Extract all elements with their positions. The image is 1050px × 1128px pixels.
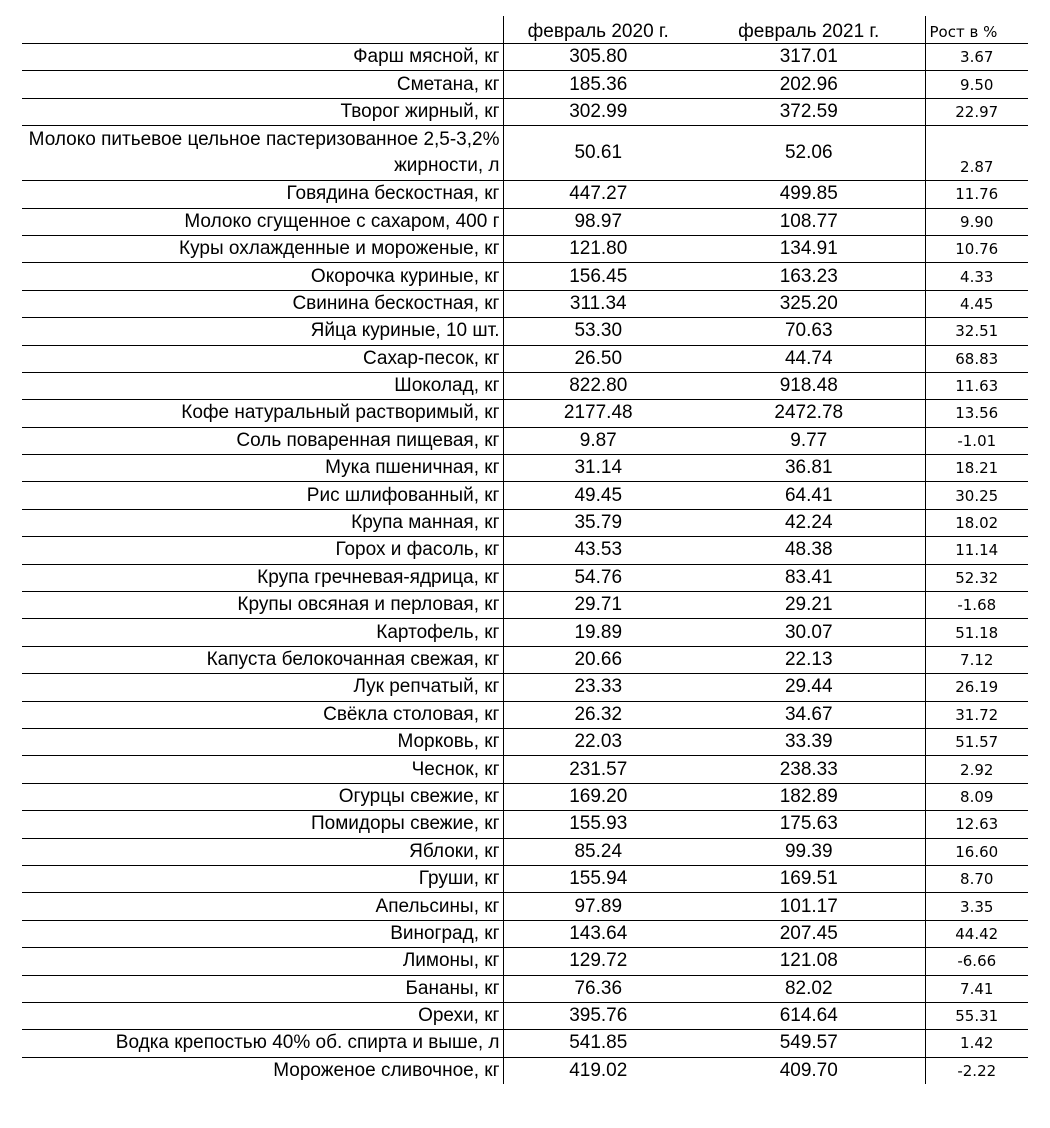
product-name-cell: Крупа манная, кг [22, 509, 503, 536]
price-feb-2021-cell: 372.59 [693, 98, 925, 125]
price-feb-2021-cell: 2472.78 [693, 400, 925, 427]
table-row [22, 975, 1028, 1002]
product-name-cell: Фарш мясной, кг [22, 44, 503, 71]
price-table [22, 16, 1028, 1084]
price-feb-2021-cell: 175.63 [693, 811, 925, 838]
header-feb-2020: февраль 2020 г. [503, 16, 693, 44]
price-table-sheet [22, 16, 1028, 1084]
price-feb-2020-cell: 305.80 [503, 44, 693, 71]
product-name-cell: Крупа гречневая-ядрица, кг [22, 564, 503, 591]
growth-percent-cell: 3.35 [925, 893, 1028, 920]
table-row [22, 592, 1028, 619]
price-feb-2021-cell: 317.01 [693, 44, 925, 71]
price-feb-2020-cell: 185.36 [503, 71, 693, 98]
growth-percent-cell: 52.32 [925, 564, 1028, 591]
price-feb-2021-cell: 42.24 [693, 509, 925, 536]
product-name-cell: Творог жирный, кг [22, 98, 503, 125]
price-feb-2021-cell: 48.38 [693, 537, 925, 564]
product-name-cell: Сметана, кг [22, 71, 503, 98]
product-name-cell: Лук репчатый, кг [22, 674, 503, 701]
product-name-cell: Горох и фасоль, кг [22, 537, 503, 564]
price-feb-2020-cell: 395.76 [503, 1002, 693, 1029]
product-name-cell: Орехи, кг [22, 1002, 503, 1029]
table-row [22, 345, 1028, 372]
price-feb-2021-cell: 918.48 [693, 372, 925, 399]
product-name-cell: Мороженое сливочное, кг [273, 1059, 500, 1081]
table-row [22, 783, 1028, 810]
price-feb-2020-cell: 231.57 [503, 756, 693, 783]
product-name-cell: Апельсины, кг [22, 893, 503, 920]
product-name-cell: Свёкла столовая, кг [22, 701, 503, 728]
price-feb-2021-cell: 52.06 [693, 126, 925, 181]
product-name-cell: Шоколад, кг [22, 372, 503, 399]
product-name-cell: Яйца куриные, 10 шт. [22, 318, 503, 345]
table-row [22, 509, 1028, 536]
growth-percent-cell: 1.42 [925, 1030, 1028, 1057]
price-feb-2020-cell: 76.36 [503, 975, 693, 1002]
growth-percent-cell: -2.22 [925, 1057, 1028, 1084]
price-feb-2020-cell: 43.53 [503, 537, 693, 564]
price-feb-2020-cell: 98.97 [503, 208, 693, 235]
table-row [22, 208, 1028, 235]
table-row [22, 400, 1028, 427]
table-row [22, 920, 1028, 947]
growth-percent-cell: 11.14 [925, 537, 1028, 564]
table-row [22, 44, 1028, 71]
product-name-cell: Помидоры свежие, кг [22, 811, 503, 838]
product-name-cell: Окорочка куриные, кг [22, 263, 503, 290]
table-row [22, 126, 1028, 181]
price-feb-2021-cell: 182.89 [693, 783, 925, 810]
price-feb-2021-cell: 163.23 [693, 263, 925, 290]
table-row [22, 811, 1028, 838]
price-feb-2020-cell: 20.66 [503, 646, 693, 673]
price-feb-2021-cell: 409.70 [779, 1059, 838, 1081]
growth-percent-cell: 22.97 [925, 98, 1028, 125]
price-feb-2020-cell: 97.89 [503, 893, 693, 920]
price-feb-2020-cell: 541.85 [503, 1030, 693, 1057]
table-row [22, 455, 1028, 482]
growth-percent-cell: -1.01 [925, 427, 1028, 454]
price-table-body [22, 16, 1028, 1084]
growth-percent-cell: -1.68 [925, 592, 1028, 619]
product-name-cell: Морковь, кг [22, 728, 503, 755]
table-row [22, 646, 1028, 673]
price-feb-2020-cell: 302.99 [503, 98, 693, 125]
table-row [22, 865, 1028, 892]
price-feb-2020-cell: 447.27 [503, 181, 693, 208]
product-name-cell: Капуста белокочанная свежая, кг [22, 646, 503, 673]
product-name-cell: Яблоки, кг [22, 838, 503, 865]
growth-percent-cell: 7.12 [925, 646, 1028, 673]
price-feb-2020-cell: 169.20 [503, 783, 693, 810]
price-feb-2021-cell: 108.77 [693, 208, 925, 235]
table-row [22, 1057, 1028, 1084]
price-feb-2020-cell: 35.79 [503, 509, 693, 536]
product-name-cell: Кофе натуральный растворимый, кг [22, 400, 503, 427]
price-feb-2021-cell: 101.17 [693, 893, 925, 920]
growth-percent-cell: 26.19 [925, 674, 1028, 701]
price-feb-2021-cell: 614.64 [693, 1002, 925, 1029]
price-feb-2021-cell: 82.02 [693, 975, 925, 1002]
growth-percent-cell: 2.92 [925, 756, 1028, 783]
price-feb-2021-cell: 202.96 [693, 71, 925, 98]
table-row [22, 1030, 1028, 1057]
price-feb-2020-cell: 9.87 [503, 427, 693, 454]
table-header-row [22, 16, 1028, 44]
price-feb-2021-cell: 169.51 [693, 865, 925, 892]
price-feb-2021-cell: 83.41 [693, 564, 925, 591]
price-feb-2020-cell: 121.80 [503, 235, 693, 262]
table-row [22, 1002, 1028, 1029]
growth-percent-cell: 11.63 [925, 372, 1028, 399]
price-feb-2020-cell: 2177.48 [503, 400, 693, 427]
growth-percent-cell: 55.31 [925, 1002, 1028, 1029]
product-name-cell: Огурцы свежие, кг [22, 783, 503, 810]
growth-percent-cell: 18.21 [925, 455, 1028, 482]
header-growth-percent: Рост в % [925, 16, 1028, 44]
price-feb-2020-cell: 129.72 [503, 948, 693, 975]
price-feb-2020-cell: 29.71 [503, 592, 693, 619]
table-row [22, 482, 1028, 509]
price-feb-2021-cell: 134.91 [693, 235, 925, 262]
growth-percent-cell: 4.33 [925, 263, 1028, 290]
growth-percent-cell: 8.70 [925, 865, 1028, 892]
growth-percent-cell: 51.18 [925, 619, 1028, 646]
product-name-cell: Виноград, кг [22, 920, 503, 947]
price-feb-2020-cell: 156.45 [503, 263, 693, 290]
price-feb-2021-cell: 29.44 [693, 674, 925, 701]
table-row [22, 564, 1028, 591]
growth-percent-cell: 51.57 [925, 728, 1028, 755]
growth-percent-cell: 9.90 [925, 208, 1028, 235]
header-product-cell [22, 16, 503, 44]
table-row [22, 838, 1028, 865]
price-feb-2021-cell: 29.21 [693, 592, 925, 619]
price-feb-2021-cell: 499.85 [693, 181, 925, 208]
price-feb-2020-cell: 26.32 [503, 701, 693, 728]
table-row [22, 619, 1028, 646]
table-row [22, 372, 1028, 399]
growth-percent-cell: 30.25 [925, 482, 1028, 509]
price-feb-2021-cell: 207.45 [693, 920, 925, 947]
price-feb-2021-cell: 70.63 [693, 318, 925, 345]
price-feb-2021-cell: 30.07 [693, 619, 925, 646]
price-feb-2021-cell: 9.77 [693, 427, 925, 454]
price-feb-2020-cell: 23.33 [503, 674, 693, 701]
table-row [22, 701, 1028, 728]
product-name-cell: Груши, кг [22, 865, 503, 892]
table-row [22, 756, 1028, 783]
price-feb-2020-cell: 26.50 [503, 345, 693, 372]
price-feb-2021-cell: 36.81 [693, 455, 925, 482]
table-row [22, 71, 1028, 98]
growth-percent-cell: 44.42 [925, 920, 1028, 947]
header-feb-2021: февраль 2021 г. [693, 16, 925, 44]
price-feb-2020-cell: 54.76 [503, 564, 693, 591]
price-feb-2021-cell: 64.41 [693, 482, 925, 509]
price-feb-2020-cell: 85.24 [503, 838, 693, 865]
price-feb-2020-cell: 822.80 [503, 372, 693, 399]
product-name-cell: Сахар-песок, кг [22, 345, 503, 372]
table-row [22, 674, 1028, 701]
price-feb-2021-cell: 33.39 [693, 728, 925, 755]
product-name-cell: Молоко питьевое цельное пастеризованное 2,5-3,2% жирности, л [22, 126, 503, 181]
growth-percent-cell: 13.56 [925, 400, 1028, 427]
price-feb-2021-cell: 121.08 [693, 948, 925, 975]
price-feb-2020-cell: 50.61 [503, 126, 693, 181]
growth-percent-cell: 32.51 [925, 318, 1028, 345]
price-feb-2020-cell: 311.34 [503, 290, 693, 317]
table-row [22, 427, 1028, 454]
growth-percent-cell: 18.02 [925, 509, 1028, 536]
price-feb-2021-cell: 325.20 [693, 290, 925, 317]
price-feb-2021-cell: 238.33 [693, 756, 925, 783]
table-row [22, 893, 1028, 920]
growth-percent-cell: 11.76 [925, 181, 1028, 208]
price-feb-2021-cell: 44.74 [693, 345, 925, 372]
growth-percent-cell: 4.45 [925, 290, 1028, 317]
table-row [22, 263, 1028, 290]
price-feb-2020-cell: 31.14 [503, 455, 693, 482]
product-name-cell: Картофель, кг [22, 619, 503, 646]
product-name-cell: Крупы овсяная и перловая, кг [22, 592, 503, 619]
growth-percent-cell: 10.76 [925, 235, 1028, 262]
growth-percent-cell: -6.66 [925, 948, 1028, 975]
growth-percent-cell: 9.50 [925, 71, 1028, 98]
price-feb-2020-cell: 53.30 [503, 318, 693, 345]
table-row [22, 181, 1028, 208]
product-name-cell: Свинина бескостная, кг [22, 290, 503, 317]
growth-percent-cell: 8.09 [925, 783, 1028, 810]
price-feb-2021-cell: 99.39 [693, 838, 925, 865]
growth-percent-cell: 3.67 [925, 44, 1028, 71]
price-feb-2020-cell: 19.89 [503, 619, 693, 646]
price-feb-2020-cell: 419.02 [503, 1057, 693, 1084]
table-row [22, 235, 1028, 262]
price-feb-2020-cell: 155.93 [503, 811, 693, 838]
product-name-cell: Лимоны, кг [22, 948, 503, 975]
product-name-cell: Рис шлифованный, кг [22, 482, 503, 509]
growth-percent-cell: 16.60 [925, 838, 1028, 865]
growth-percent-cell: 2.87 [925, 126, 1028, 181]
price-feb-2020-cell: 22.03 [503, 728, 693, 755]
price-feb-2020-cell: 49.45 [503, 482, 693, 509]
price-feb-2021-cell: 22.13 [693, 646, 925, 673]
table-row [22, 948, 1028, 975]
growth-percent-cell: 12.63 [925, 811, 1028, 838]
product-name-cell: Водка крепостью 40% об. спирта и выше, л [22, 1030, 503, 1057]
table-row [22, 728, 1028, 755]
product-name-cell: Мука пшеничная, кг [22, 455, 503, 482]
price-feb-2020-cell: 143.64 [503, 920, 693, 947]
price-feb-2021-cell: 34.67 [693, 701, 925, 728]
product-name-cell: Говядина бескостная, кг [22, 181, 503, 208]
growth-percent-cell: 7.41 [925, 975, 1028, 1002]
growth-percent-cell: 68.83 [925, 345, 1028, 372]
product-name-cell: Бананы, кг [22, 975, 503, 1002]
table-row [22, 537, 1028, 564]
product-name-cell: Соль поваренная пищевая, кг [22, 427, 503, 454]
growth-percent-cell: 31.72 [925, 701, 1028, 728]
table-row [22, 318, 1028, 345]
table-row [22, 290, 1028, 317]
price-feb-2021-cell: 549.57 [693, 1030, 925, 1057]
product-name-cell: Молоко сгущенное с сахаром, 400 г [22, 208, 503, 235]
product-name-cell: Чеснок, кг [22, 756, 503, 783]
price-feb-2020-cell: 155.94 [503, 865, 693, 892]
product-name-cell: Куры охлажденные и мороженые, кг [22, 235, 503, 262]
table-row [22, 98, 1028, 125]
